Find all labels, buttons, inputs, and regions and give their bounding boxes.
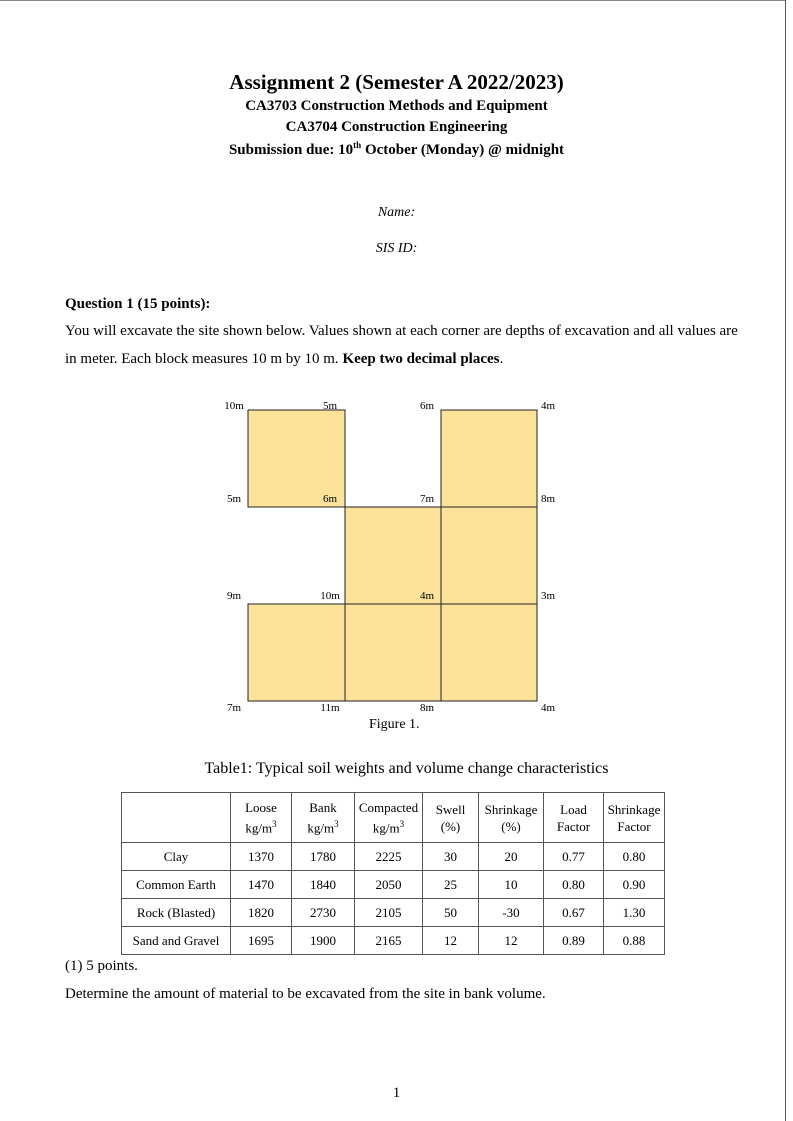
table-cell: 0.80 xyxy=(544,871,604,899)
table-row xyxy=(122,871,665,899)
depth-label: 3m xyxy=(540,590,556,602)
table-row xyxy=(122,843,665,871)
header-blank xyxy=(122,793,231,843)
page-top-edge xyxy=(0,0,786,1)
table-cell: 1840 xyxy=(292,871,355,899)
depth-label: 11m xyxy=(320,702,340,714)
table-cell: 20 xyxy=(479,843,544,871)
depth-label: 8m xyxy=(540,493,556,505)
header-compacted: Compacted $kg/m^3$ xyxy=(355,793,423,843)
table-cell: 2105 xyxy=(355,899,423,927)
submission-due xyxy=(0,140,793,159)
page-title: Assignment 2 (Semester A 2022/2023) xyxy=(229,70,564,94)
site-block xyxy=(441,410,537,507)
excavation-site-figure xyxy=(0,390,793,720)
due-prefix: Submission due: 10 xyxy=(228,142,354,158)
table-cell: 2730 xyxy=(292,899,355,927)
due-suffix: October (Monday) @ midnight xyxy=(361,142,565,158)
header-bank: Bank $kg/m^3$ xyxy=(292,793,355,843)
table-cell: 1.30 xyxy=(604,899,665,927)
site-block xyxy=(441,507,537,604)
soil-characteristics-table xyxy=(121,792,665,955)
site-blocks xyxy=(248,410,537,701)
depth-label: 6m xyxy=(419,400,435,412)
page-number: 1 xyxy=(392,1085,401,1101)
table-caption: Table1: Typical soil weights and volume change characteristics xyxy=(204,760,609,777)
header-shrinkage: Shrinkage (%) xyxy=(479,793,544,843)
row-label: Sand and Gravel xyxy=(122,927,231,955)
question-title: Question 1 (15 points): xyxy=(65,296,211,312)
depth-label: 10m xyxy=(224,400,244,412)
table-cell: 1780 xyxy=(292,843,355,871)
table-row xyxy=(122,927,665,955)
part-1-text: Determine the amount of material to be excavated from the site in bank volume. xyxy=(65,986,546,1002)
depth-label: 7m xyxy=(226,702,242,714)
depth-label: 6m xyxy=(322,493,338,505)
name-field-label: Name: xyxy=(377,205,416,220)
table-cell: 50 xyxy=(423,899,479,927)
due-sup: th xyxy=(353,140,362,150)
sis-id-field-label: SIS ID: xyxy=(375,241,418,256)
part-1-label: (1) 5 points. xyxy=(65,958,138,974)
depth-label: 5m xyxy=(322,400,338,412)
table-cell: 25 xyxy=(423,871,479,899)
site-block xyxy=(441,604,537,701)
figure-caption: Figure 1. xyxy=(369,717,420,732)
table-cell: 1470 xyxy=(231,871,292,899)
depth-label: 4m xyxy=(540,400,556,412)
table-header-row xyxy=(122,793,665,843)
depth-label: 7m xyxy=(419,493,435,505)
table-cell: 12 xyxy=(479,927,544,955)
header-swell: Swell (%) xyxy=(423,793,479,843)
header-loose: Loose $kg/m^3$ xyxy=(231,793,292,843)
table-cell: 0.90 xyxy=(604,871,665,899)
table-cell: 0.89 xyxy=(544,927,604,955)
table-cell: 0.67 xyxy=(544,899,604,927)
question-text-end: . xyxy=(499,351,504,367)
table-cell: 1695 xyxy=(231,927,292,955)
table-row xyxy=(122,899,665,927)
table-cell: 2050 xyxy=(355,871,423,899)
row-label: Clay xyxy=(122,843,231,871)
header-load-factor: Load Factor xyxy=(544,793,604,843)
depth-label: 8m xyxy=(419,702,435,714)
table-cell: 0.77 xyxy=(544,843,604,871)
depth-label: 5m xyxy=(226,493,242,505)
table-cell: 2225 xyxy=(355,843,423,871)
depth-label: 4m xyxy=(540,702,556,714)
question-text-main: You will excavate the site shown below. Values shown at each corner are depths of excavation and all values are in meter. Each block measures 10 m by 10 m. xyxy=(65,323,738,367)
table-cell: 0.80 xyxy=(604,843,665,871)
course-line-1: CA3703 Construction Methods and Equipment xyxy=(245,98,548,114)
depth-label: 9m xyxy=(226,590,242,602)
question-text xyxy=(65,317,745,373)
row-label: Common Earth xyxy=(122,871,231,899)
site-block xyxy=(345,604,441,701)
table-cell: 1820 xyxy=(231,899,292,927)
site-block xyxy=(248,604,345,701)
course-line-2: CA3704 Construction Engineering xyxy=(285,119,508,135)
table-cell: -30 xyxy=(479,899,544,927)
table-cell: 1370 xyxy=(231,843,292,871)
table-cell: 0.88 xyxy=(604,927,665,955)
question-text-bold: Keep two decimal places xyxy=(342,351,500,367)
header-shrinkage-factor: Shrinkage Factor xyxy=(604,793,665,843)
depth-label: 10m xyxy=(320,590,340,602)
row-label: Rock (Blasted) xyxy=(122,899,231,927)
depth-label: 4m xyxy=(419,590,435,602)
table-cell: 30 xyxy=(423,843,479,871)
table-cell: 12 xyxy=(423,927,479,955)
table-cell: 1900 xyxy=(292,927,355,955)
table-cell: 10 xyxy=(479,871,544,899)
table-cell: 2165 xyxy=(355,927,423,955)
